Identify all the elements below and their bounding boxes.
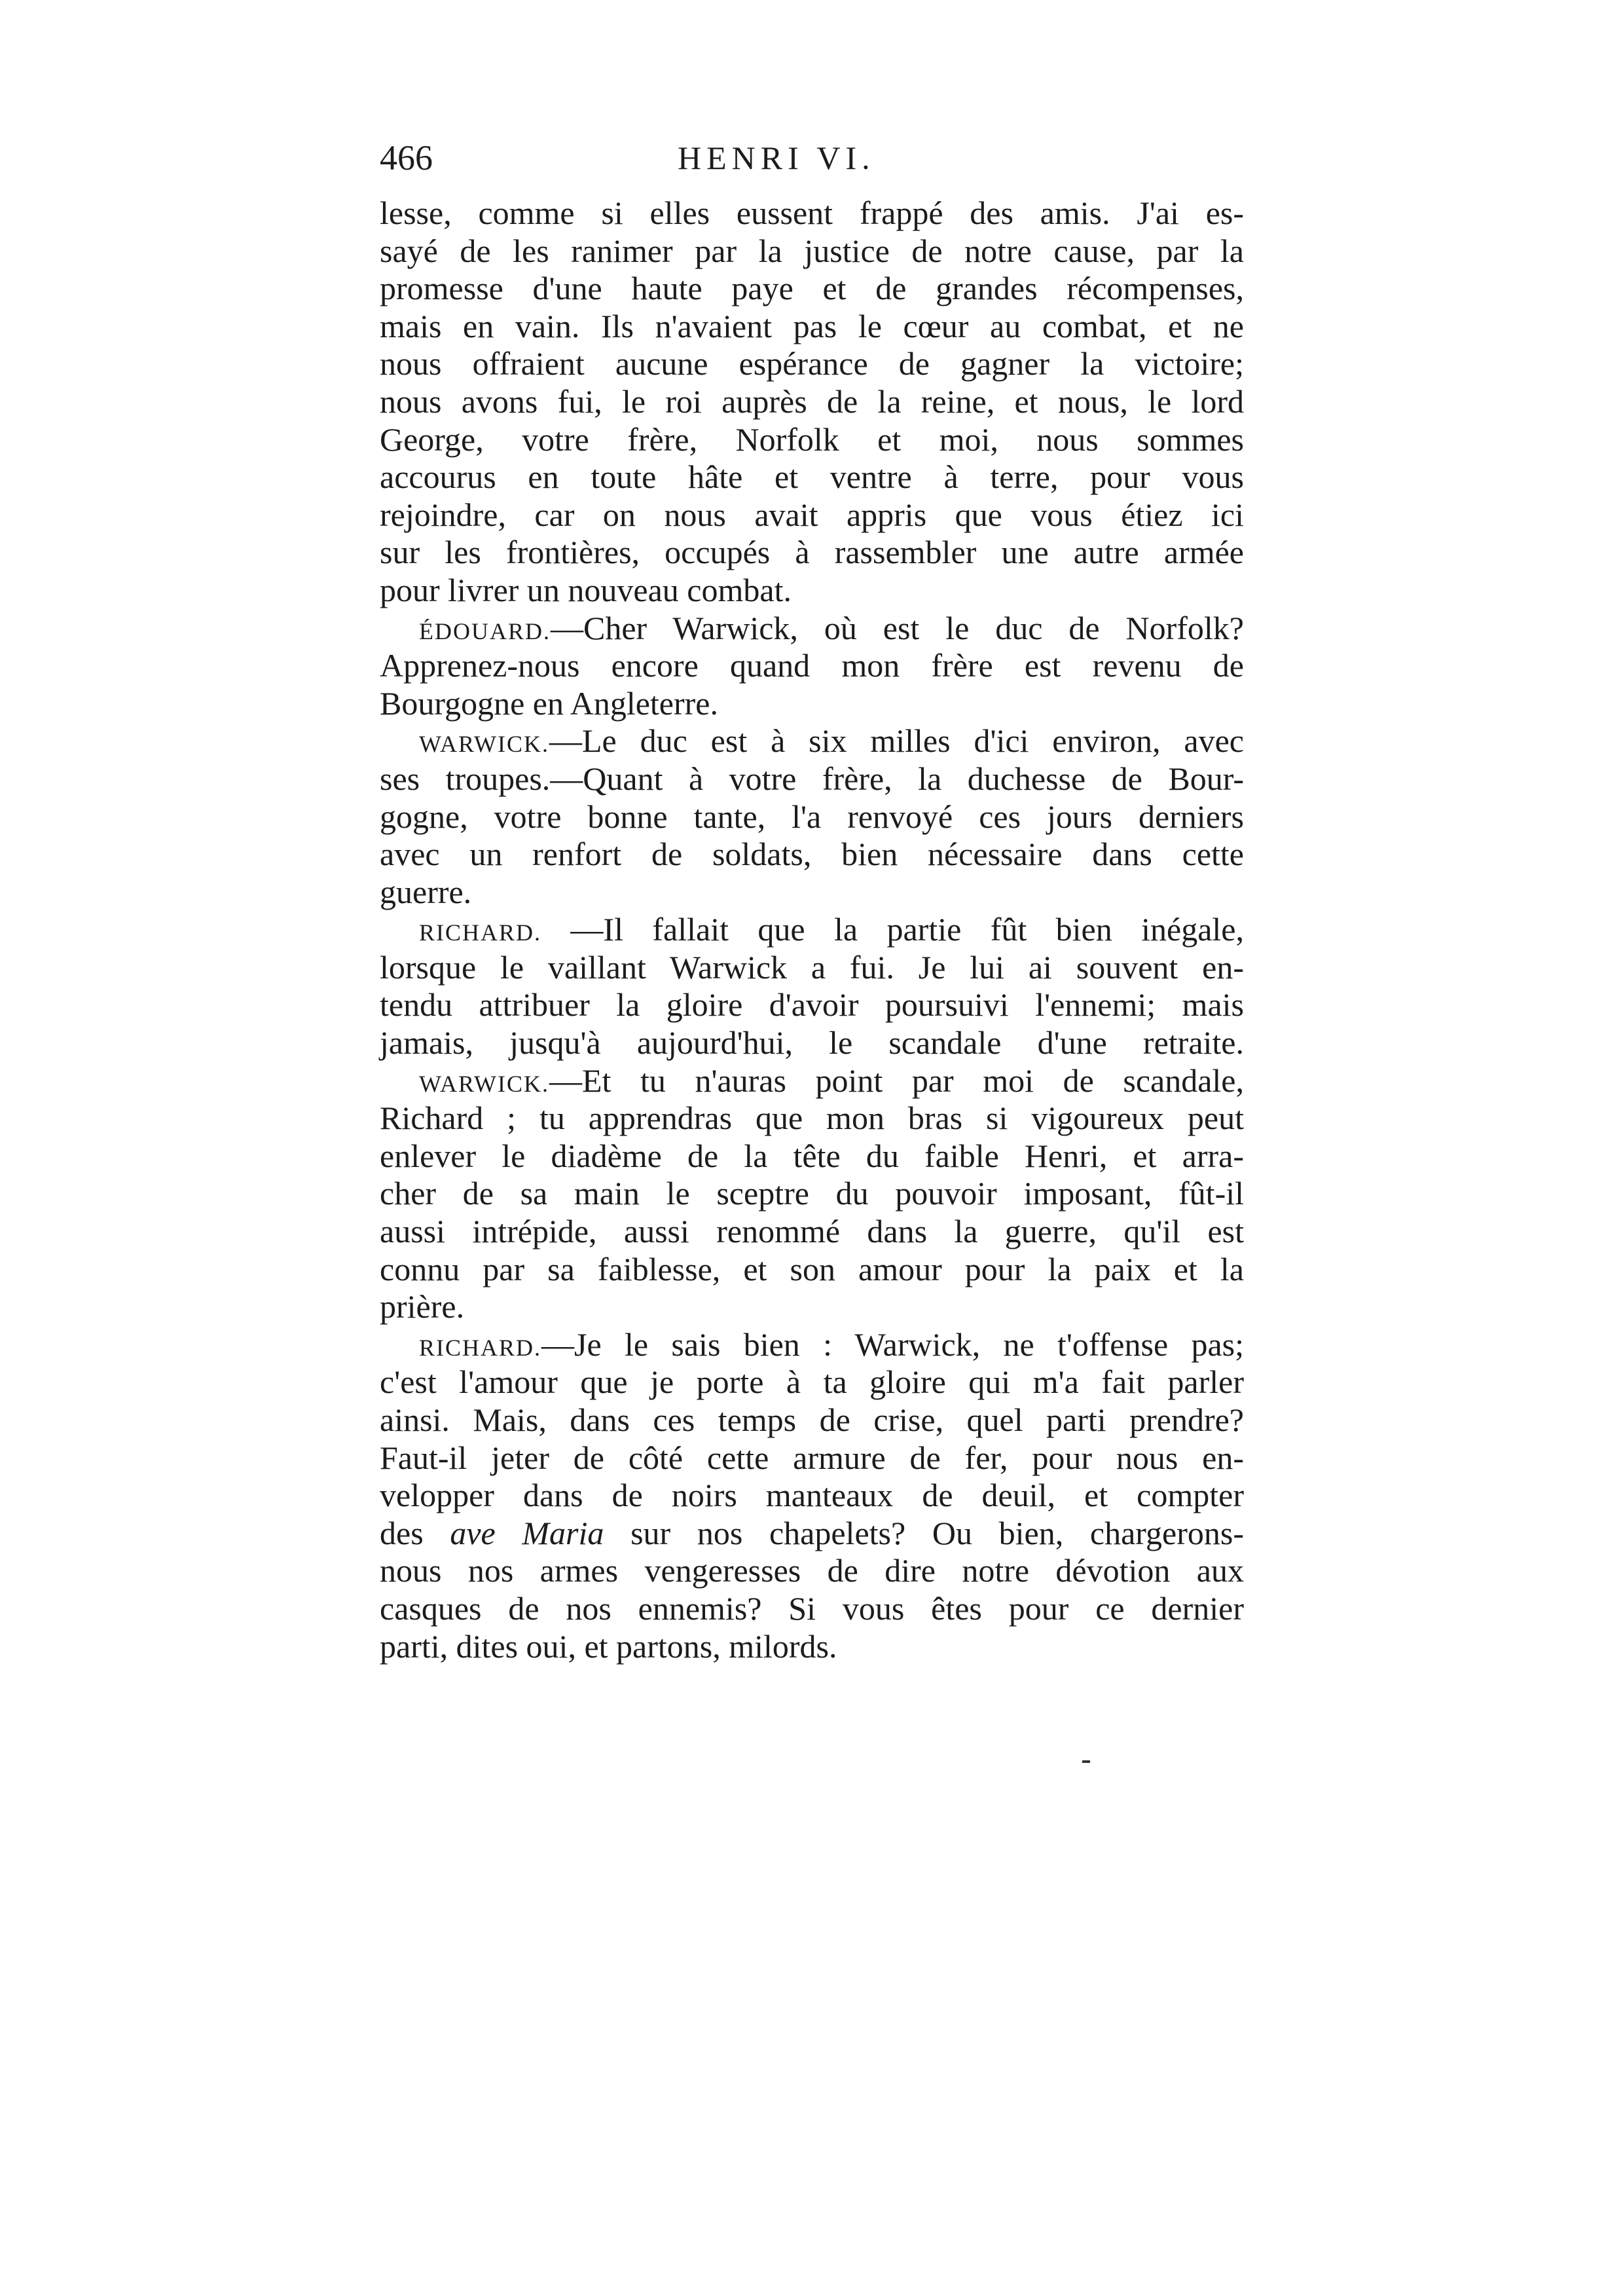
text-line: Apprenez-nous encore quand mon frère est revenu de (380, 647, 1244, 684)
speaker-name: RICHARD. (419, 919, 542, 946)
text-line: Bourgogne en Angleterre. (380, 684, 718, 722)
text-line: Richard ; tu apprendras que mon bras si vigoureux peut (380, 1100, 1244, 1137)
text-line: aussi intrépide, aussi renommé dans la guerre, qu'il est (380, 1213, 1244, 1250)
text-line: prière. (380, 1288, 465, 1325)
text-line: mais en vain. Ils n'avaient pas le cœur au combat, et ne (380, 307, 1244, 344)
text-line: accourus en toute hâte et ventre à terre, pour vous (380, 458, 1244, 496)
text-line: sayé de les ranimer par la justice de notre cause, par la (380, 232, 1244, 269)
text-line: guerre. (380, 873, 472, 910)
text-line: lesse, comme si elles eussent frappé des amis. J'ai es- (380, 194, 1244, 231)
text-line: cher de sa main le sceptre du pouvoir imposant, fût-il (380, 1175, 1244, 1212)
text-line: promesse d'une haute paye et de grandes récompenses, (380, 270, 1244, 307)
text-line-with-italic (380, 1515, 1244, 1553)
text-line: nous avons fui, le roi auprès de la reine, et nous, le lord (380, 382, 1244, 420)
text-line: sur les frontières, occupés à rassembler une autre armée (380, 534, 1244, 571)
speech-text: —Je le sais bien : Warwick, ne t'offense pas; (541, 1325, 1244, 1363)
text-line: c'est l'amour que je porte à ta gloire qui m'a fait parler (380, 1363, 1244, 1401)
italic-phrase: ave Maria (450, 1514, 604, 1551)
printer-mark (1082, 1760, 1090, 1763)
text-line: jamais, jusqu'à aujourd'hui, le scandale d'une retraite. (380, 1024, 1244, 1062)
text-segment: sur nos chapelets? Ou bien, chargerons- (604, 1514, 1244, 1551)
speaker-name: WARWICK. (419, 731, 549, 758)
page-header (380, 135, 1244, 181)
speech-text: —Le duc est à six milles d'ici environ, avec (549, 722, 1244, 760)
text-line: rejoindre, car on nous avait appris que vous étiez ici (380, 496, 1244, 533)
text-line: connu par sa faiblesse, et son amour pour la paix et la (380, 1250, 1244, 1287)
speech-text: —Il fallait que la partie fût bien inégale, (541, 911, 1244, 948)
running-title: HENRI VI. (678, 139, 875, 176)
body-text (380, 194, 1244, 1665)
text-line: lorsque le vaillant Warwick a fui. Je lui ai souvent en- (380, 948, 1244, 986)
speech-first-line (380, 722, 1244, 760)
text-line: George, votre frère, Norfolk et moi, nous sommes (380, 420, 1244, 458)
text-line: avec un renfort de soldats, bien nécessaire dans cette (380, 836, 1244, 873)
text-line: velopper dans de noirs manteaux de deuil, et compter (380, 1477, 1244, 1514)
text-segment: des (380, 1514, 450, 1551)
text-line: ses troupes.—Quant à votre frère, la duchesse de Bour- (380, 760, 1244, 797)
speech-first-line (380, 1062, 1244, 1100)
text-line: nous offraient aucune espérance de gagner la victoire; (380, 345, 1244, 382)
text-line: parti, dites oui, et partons, milords. (380, 1627, 837, 1665)
speaker-name: WARWICK. (419, 1070, 549, 1097)
text-line: casques de nos ennemis? Si vous êtes pour ce dernier (380, 1589, 1244, 1627)
speech-text: —Et tu n'auras point par moi de scandale, (549, 1062, 1244, 1099)
speech-first-line (380, 1326, 1244, 1364)
text-line: tendu attribuer la gloire d'avoir poursuivi l'ennemi; mais (380, 986, 1244, 1024)
text-line: Faut-il jeter de côté cette armure de fer, pour nous en- (380, 1439, 1244, 1476)
speaker-name: RICHARD. (419, 1334, 542, 1361)
speech-first-line (380, 911, 1244, 949)
speaker-name: ÉDOUARD. (419, 618, 551, 644)
speech-text: —Cher Warwick, où est le duc de Norfolk? (551, 609, 1244, 646)
speech-first-line (380, 610, 1244, 648)
text-line: ainsi. Mais, dans ces temps de crise, quel parti prendre? (380, 1401, 1244, 1438)
page-number: 466 (380, 138, 433, 177)
text-line: nous nos armes vengeresses de dire notre dévotion aux (380, 1552, 1244, 1589)
text-line: enlever le diadème de la tête du faible Henri, et arra- (380, 1137, 1244, 1174)
text-line: gogne, votre bonne tante, l'a renvoyé ces jours derniers (380, 798, 1244, 835)
text-line: pour livrer un nouveau combat. (380, 571, 792, 608)
